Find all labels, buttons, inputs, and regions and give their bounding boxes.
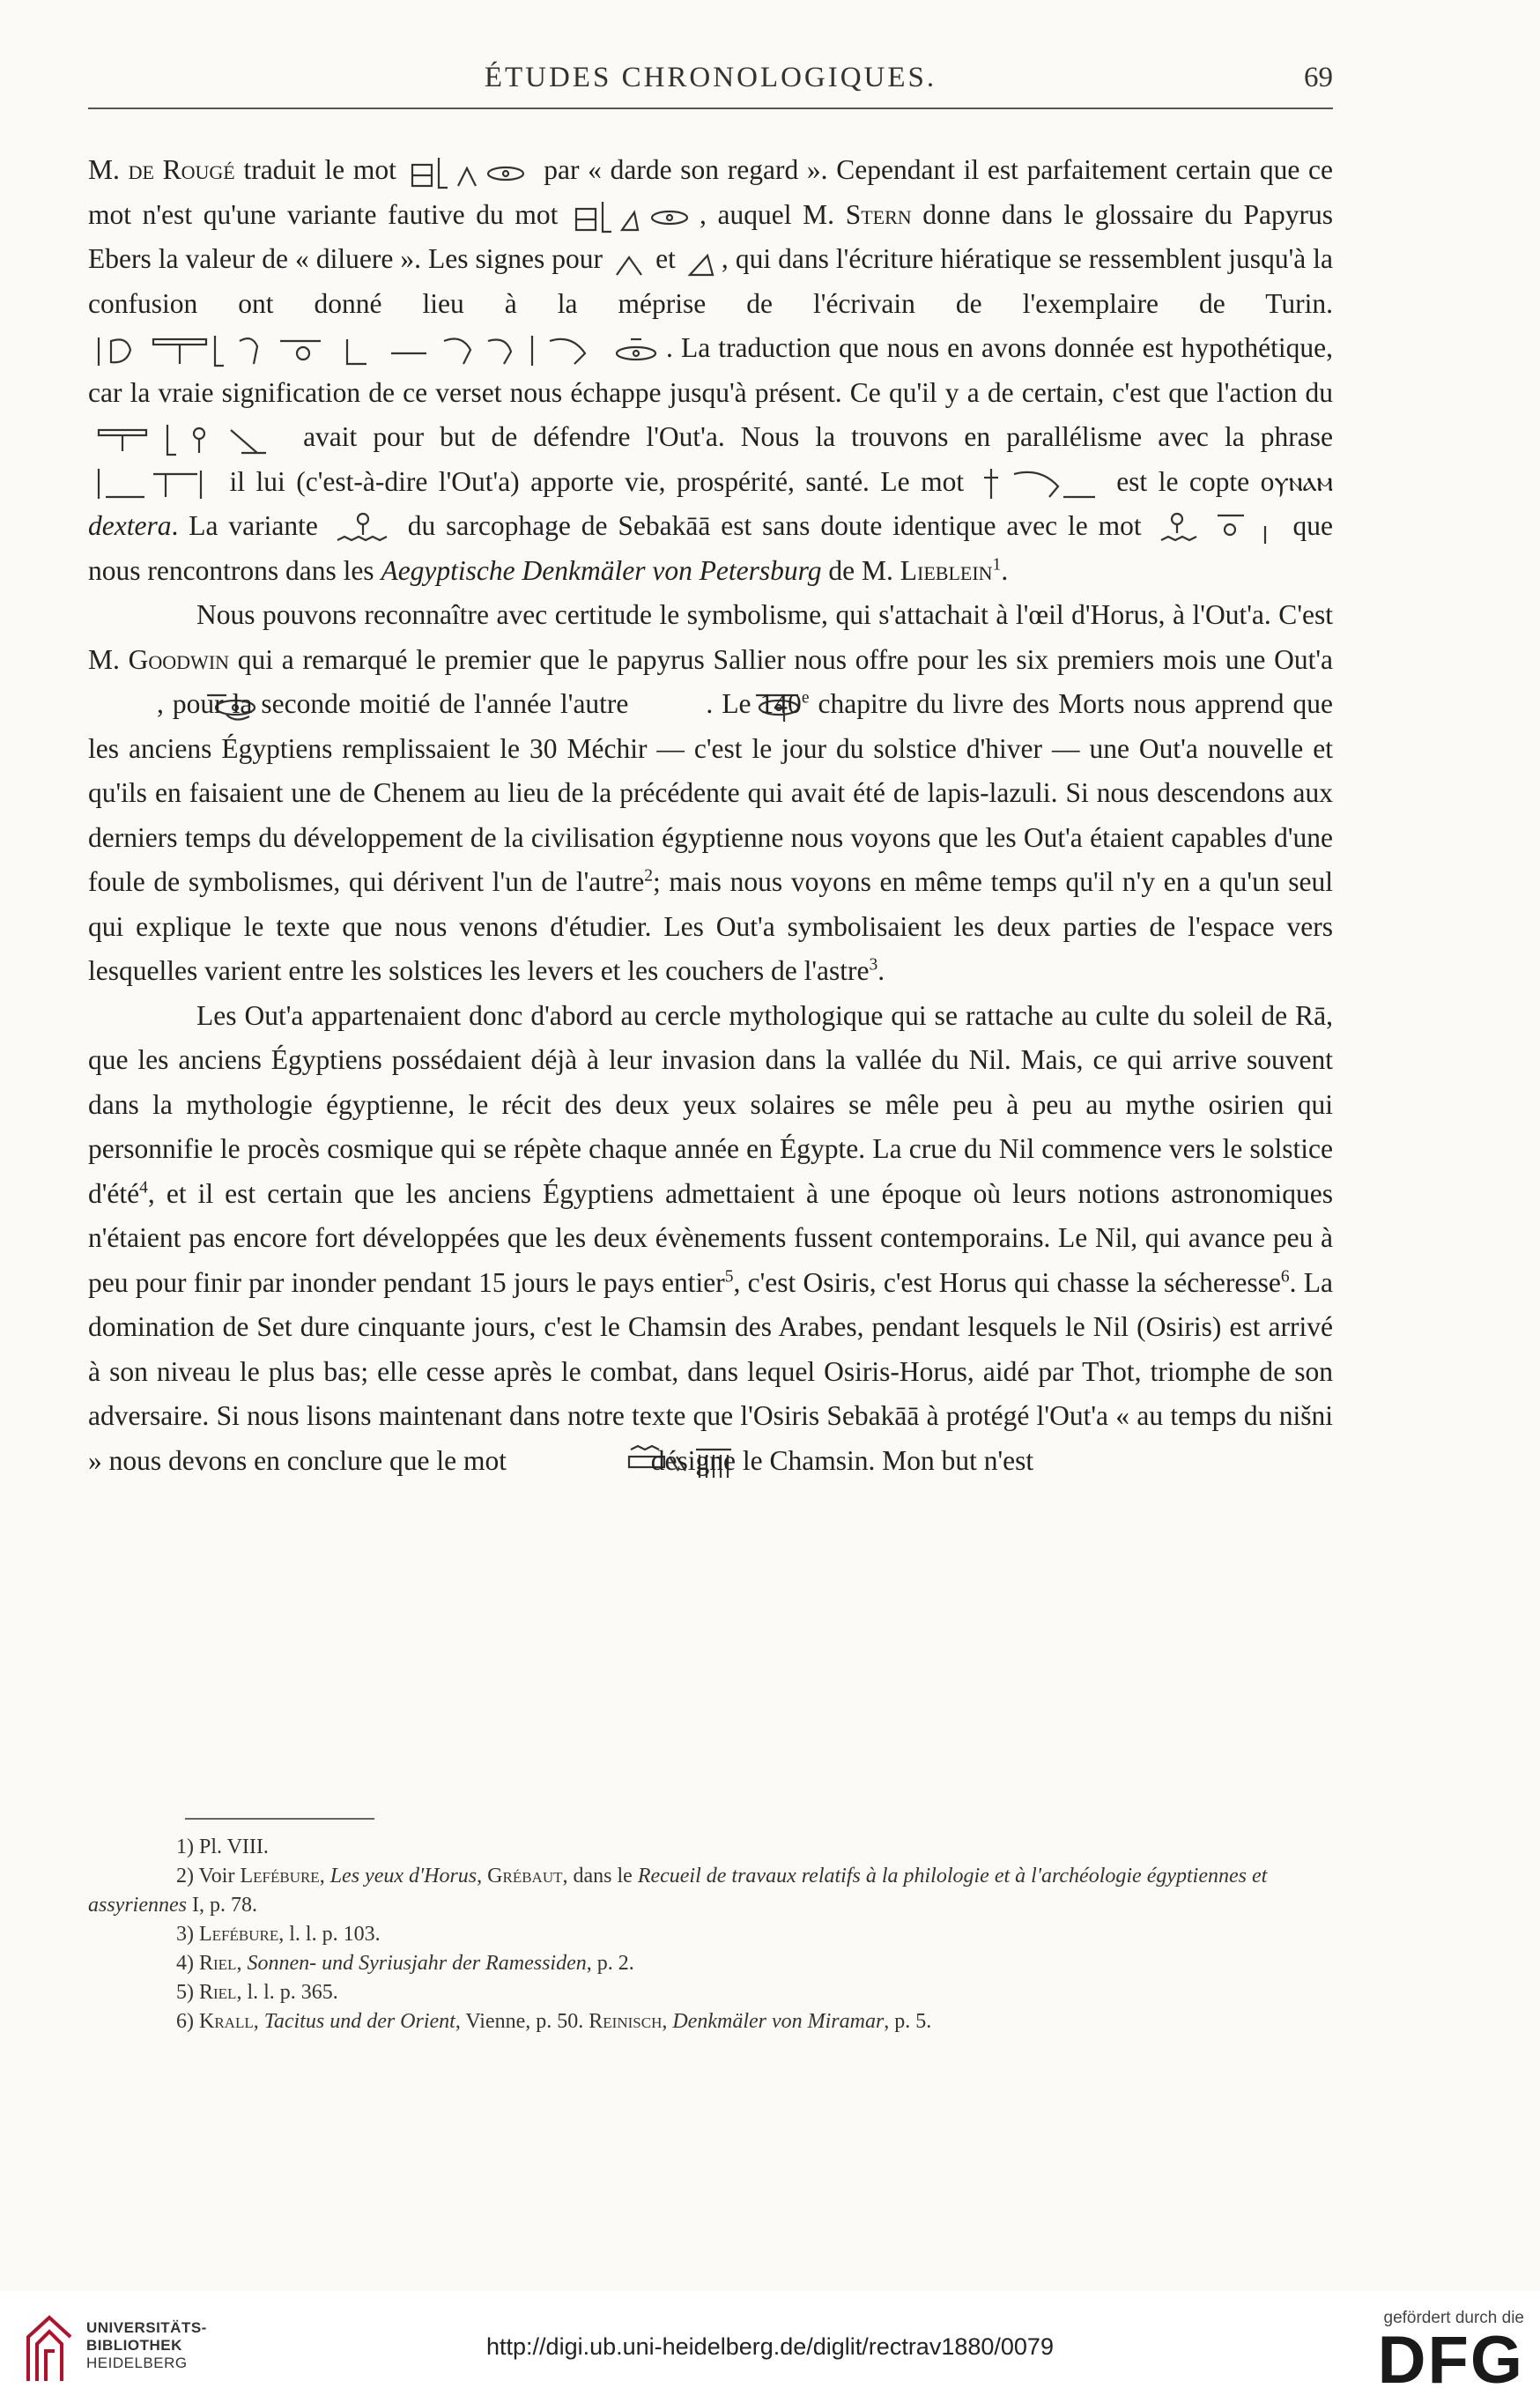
running-head	[88, 55, 1333, 109]
digitization-footer	[0, 2291, 1540, 2403]
footnote-text: 6)	[176, 2010, 199, 2033]
author-name: Lieblein	[900, 554, 993, 586]
hieroglyph-icon	[160, 421, 284, 458]
hieroglyph-icon	[613, 243, 645, 280]
hieroglyph-icon	[686, 243, 718, 280]
text-run: chapitre du livre des Morts nous apprend que les anciens Égyptiens remplissaient le 30 Méchir — c'est le jour du solstice d'hiver — une Out'a nouvelle et qu'ils en faisaient une de Chenem au lieu de la précédente qui avait été de lapis-lazuli. Si nous descendons aux derniers temps du développement de la civilisation égyptienne nous voyons que les Out'a étaient capables d'une foule de symbolismes, qui dérivent l'un de l'autre	[88, 688, 1333, 897]
text-run: il lui (c'est-à-dire l'Out'a) apporte vie, prospérité, santé. Le mot	[218, 465, 975, 497]
footnote-text: ,	[662, 2010, 673, 2033]
footnote-ref[interactable]: 5	[724, 1267, 734, 1286]
text-run: .	[1001, 554, 1009, 586]
footnote-text: 1) Pl. VIII.	[176, 1836, 269, 1858]
hieroglyph-icon	[92, 465, 215, 502]
text-run: Nous pouvons reconnaître avec certitude le symbolisme, qui s'attachait à l'œil d'Horus, à l'Out'a. C'est M.	[88, 599, 1333, 675]
author-name: Krall	[199, 2010, 254, 2033]
text-run: , c'est Osiris, c'est Horus qui chasse la sécheresse	[733, 1266, 1281, 1298]
text-run: ; mais nous voyons en même temps qu'il n'y en a qu'un seul qui explique le texte que nous venons d'étudier. Les Out'a symbolisaient les deux parties de l'espace vers lesquelles varient entre les solstices les levers et les couchers de l'astre	[88, 866, 1334, 986]
footnote-text: 4)	[176, 1952, 199, 1975]
hieroglyph-icon	[92, 688, 153, 725]
footnote-1	[88, 1833, 1333, 1862]
footnote-text: , dans le	[562, 1865, 638, 1888]
footnote-text: 2) Voir	[176, 1865, 241, 1888]
footnote-ref[interactable]: 3	[869, 955, 878, 975]
footnote-text: ,	[236, 1952, 248, 1975]
footnote-ref[interactable]: 2	[644, 866, 653, 886]
footnote-ref[interactable]: 1	[992, 555, 1002, 574]
footnote-4	[88, 1949, 1333, 1978]
text-run: , et il est certain que les anciens Égyptiens admettaient à une époque où leurs notions astronomiques n'étaient pas encore fort développées que les deux évènements fussent contemporains. Le Nil, qui avance peu à peu pour finir par inonder pendant 15 jours le pays entier	[88, 1177, 1333, 1298]
author-name: Riel	[199, 1981, 237, 2004]
text-run: du sarcophage de Sebakāā est sans doute identique avec le mot	[396, 510, 1152, 541]
author-name: de Rougé	[128, 154, 235, 185]
journal-title: Recueil de travaux relatifs à la philologie et à l'archéologie égyptiennes et assyriennes	[88, 1865, 1268, 1917]
hieroglyph-icon	[640, 688, 702, 725]
author-name: Lefébure	[199, 1923, 279, 1946]
footnote-ref[interactable]: 4	[139, 1178, 148, 1197]
footnote-3	[88, 1920, 1333, 1949]
author-name: Reinisch	[589, 2010, 663, 2033]
page-number: 69	[1304, 62, 1333, 93]
footnote-text: ,	[319, 1865, 330, 1888]
latin-word: dextera	[88, 510, 172, 541]
hieroglyph-icon	[332, 510, 394, 547]
paragraph-1	[88, 148, 1333, 593]
book-title: Aegyptische Denkmäler von Petersburg	[381, 554, 822, 586]
text-run: Les Out'a appartenaient donc d'abord au cercle mythologique qui se rattache au culte du soleil de Rā, que les anciens Égyptiens possédaient déjà à leur invasion dans la vallée du Nil. Mais, ce qui arrive souvent dans la mythologie égyptienne, le récit des deux yeux solaires se mêle peu à peu au mythe osirien qui personnifie le procès cosmique qui se répète chaque année en Égypte. La crue du Nil commence vers le solstice d'été	[88, 999, 1333, 1209]
author-name: Grébaut	[487, 1865, 563, 1888]
running-title: ÉTUDES CHRONOLOGIQUES.	[484, 62, 937, 93]
library-name-line: BIBLIOTHEK	[86, 2337, 182, 2354]
funding-label: gefördert durch die	[1383, 2309, 1524, 2327]
text-run: . La domination de Set dure cinquante jours, c'est le Chamsin des Arabes, pendant lesquels le Nil (Osiris) est arrivé à son niveau le plus bas; elle cesse après le combat, dans lequel Osiris-Horus, aidé par Thot, triomphe de son adversaire. Si nous lisons maintenant dans notre texte que l'Osiris Sebakāā à protégé l'Out'a « au temps du nišni » nous devons en conclure que le mot	[88, 1266, 1333, 1476]
footnote-text: ,	[253, 2010, 264, 2033]
coptic-word: oⲩⲛⲁⲙ	[1260, 465, 1333, 497]
hieroglyph-icon	[1156, 510, 1279, 547]
footnote-text: I, p. 78.	[186, 1894, 257, 1917]
text-run: , auquel M.	[700, 198, 846, 230]
library-name-line: HEIDELBERG	[86, 2355, 188, 2371]
hieroglyph-icon	[517, 1444, 640, 1481]
text-run: que nous rencontrons dans les	[88, 510, 1333, 586]
hieroglyph-icon	[573, 198, 696, 235]
footnote-divider	[185, 1818, 374, 1820]
footnote-text: ,	[477, 1865, 488, 1888]
author-name: Lefébure	[240, 1865, 320, 1888]
paragraph-3	[88, 994, 1333, 1484]
footnote-ref[interactable]: 6	[1280, 1267, 1290, 1286]
author-name: Stern	[845, 198, 912, 230]
hieroglyph-icon	[92, 332, 603, 369]
footnote-2	[88, 1862, 1333, 1920]
text-run: par « darde son regard ». Cependant il est parfaitement certain que ce mot n'est qu'une variante fautive du mot	[88, 154, 1333, 230]
footnotes	[88, 1833, 1333, 2036]
footnote-5	[88, 1978, 1333, 2007]
text-run: et	[648, 243, 683, 274]
hieroglyph-icon	[409, 154, 532, 191]
text-run: , qui dans l'écriture hiératique se ressemblent jusqu'à la confusion ont donné lieu à la méprise de l'écrivain de l'exemplaire de Turin.	[88, 243, 1333, 319]
author-name: Goodwin	[128, 643, 230, 675]
text-run: donne dans le glossaire du Papyrus Ebers la valeur de « diluere ». Les signes pour	[88, 198, 1333, 274]
book-title: Tacitus und der Orient	[263, 2010, 455, 2033]
text-run: M.	[88, 154, 129, 185]
book-title: Les yeux d'Horus	[329, 1865, 478, 1888]
footnote-text: 5)	[176, 1981, 199, 2004]
author-name: Riel	[199, 1952, 237, 1975]
library-name-line: UNIVERSITÄTS-	[86, 2319, 207, 2336]
text-run: . La variante	[171, 510, 329, 541]
footnote-text: , l. l. p. 103.	[278, 1923, 381, 1946]
text-run: traduit le mot	[234, 154, 405, 185]
paragraph-2	[88, 593, 1333, 994]
text-run: . La traduction que nous en avons donnée est hypothétique, car la vraie signification de ce verset nous échappe jusqu'à présent. Ce qu'il y a de certain, c'est que l'action du	[88, 332, 1333, 408]
hieroglyph-icon	[92, 421, 153, 458]
footnote-text: , p. 5.	[884, 2010, 932, 2033]
text-run: avait pour but de défendre l'Out'a. Nous la trouvons en parallélisme avec la phrase	[287, 421, 1333, 452]
text-run: est le copte	[1105, 465, 1261, 497]
footnote-text: , Vienne, p. 50.	[455, 2010, 589, 2033]
text-run: . Le 140	[706, 688, 802, 719]
footnote-6	[88, 2007, 1333, 2036]
text-run: désigne le Chamsin. Mon but n'est	[643, 1444, 1034, 1476]
permalink[interactable]: http://digi.ub.uni-heidelberg.de/diglit/rectrav1880/0079	[486, 2333, 1054, 2360]
book-title: Denkmäler von Miramar	[672, 2010, 885, 2033]
footnote-text: 3)	[176, 1923, 199, 1946]
text-run: de M.	[821, 554, 900, 586]
footnote-text: , p. 2.	[586, 1952, 634, 1975]
footnote-text: , l. l. p. 365.	[236, 1981, 338, 2004]
text-run: .	[877, 955, 885, 986]
book-title: Sonnen- und Syriusjahr der Ramessiden	[247, 1952, 587, 1975]
ordinal-suffix: e	[801, 688, 810, 708]
text-run: qui a remarqué le premier que le papyrus Sallier nous offre pour les six premiers mois une Out'a	[229, 643, 1333, 675]
hieroglyph-icon	[979, 465, 1102, 502]
hieroglyph-icon	[610, 332, 663, 369]
text-run: , pour la seconde moitié de l'année l'autre	[157, 688, 638, 719]
dfg-logo: DFG	[1377, 2323, 1524, 2398]
body-text	[88, 148, 1333, 1483]
